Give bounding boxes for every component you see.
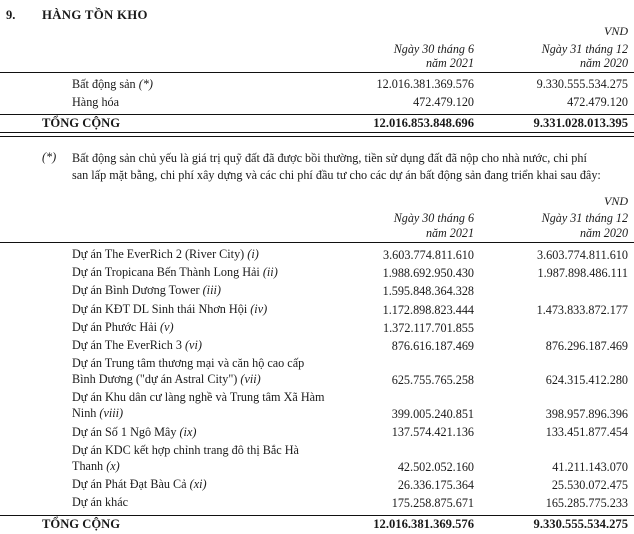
table2-header-row	[0, 210, 634, 242]
table2-row3-label	[0, 300, 326, 318]
table1-header-row	[0, 40, 634, 72]
table1-header-col2	[480, 40, 634, 72]
table2-row9-v1: 42.502.052.160	[397, 459, 474, 474]
table2-row5-label-note: (vi)	[185, 338, 202, 353]
table-row	[0, 282, 634, 300]
table2-row11-label-text: Dự án khác	[72, 495, 129, 510]
table2-row5-label	[0, 337, 326, 355]
table2-header-col2	[480, 210, 634, 242]
footnote-mark: (*)	[42, 149, 57, 164]
table2-row8-v1: 137.574.421.136	[391, 425, 474, 440]
table1-total-label: TỔNG CỘNG	[42, 116, 121, 131]
table2-unit-row	[0, 193, 634, 210]
table1-total-v2: 9.331.028.013.395	[533, 116, 628, 131]
table2-row7-label-text: Dự án Khu dân cư làng nghề và Trung tâm Xã Hàm Ninh	[72, 390, 325, 421]
unit-label: VND	[604, 24, 628, 39]
table2-row3-label-note: (iv)	[250, 301, 268, 316]
table1-header-col1-line2: năm 2021	[425, 56, 474, 71]
table2-row1-label	[0, 264, 326, 282]
table2-row5-v2: 876.296.187.469	[545, 339, 628, 353]
table2-row4-label-text: Dự án Phước Hải	[72, 319, 161, 334]
table2-row10-label-text: Dự án Phát Đạt Bàu Cả	[72, 476, 190, 491]
section-heading	[0, 0, 634, 23]
table1-header-col2-line1: Ngày 31 tháng 12	[541, 41, 628, 56]
table-row	[0, 300, 634, 318]
table2-row7-label-note: (viii)	[99, 406, 124, 421]
table1-row1-v1: 472.479.120	[413, 94, 474, 109]
table2-header-col1-line1: Ngày 30 tháng 6	[393, 211, 474, 226]
table2-row8-v2: 133.451.877.454	[545, 425, 628, 440]
table2-row1-v2: 1.987.898.486.111	[537, 266, 628, 281]
table-row	[0, 246, 634, 264]
table1-row1-v2: 472.479.120	[567, 94, 628, 109]
table1-row0-label-text: Bất động sản	[72, 77, 139, 92]
table2-unit-label: VND	[604, 193, 628, 208]
unit-blank	[326, 23, 480, 40]
table2-row9-label	[0, 442, 326, 476]
table2-row0-label	[0, 246, 326, 264]
table2-header-col1	[326, 210, 480, 242]
table2-row9-v2: 41.211.143.070	[552, 459, 628, 474]
table-row	[0, 389, 634, 423]
table1-header-blank	[0, 40, 326, 72]
table2-row2-label	[0, 282, 326, 300]
table2-row2-label-note: (iii)	[202, 283, 221, 298]
table1-row1-label	[0, 94, 326, 111]
footnote-text: Bất động sản chủ yếu là giá trị quỹ đất đã được bồi thường, tiền sử dụng đất đã nộp cho nhà nước, chi phí san lấp mặt bằng, chi phí xây dựng và các chi phí đầu tư cho các dự án bất động sản đang triển khai sau đây:	[72, 150, 601, 183]
table-row	[0, 94, 634, 111]
table2-row6-label-note: (vii)	[240, 372, 261, 387]
table2-total-v2: 9.330.555.534.275	[533, 517, 628, 532]
table2-row4-v2	[480, 319, 634, 337]
table2-header-col2-line1: Ngày 31 tháng 12	[541, 211, 628, 226]
table2-row2-v1: 1.595.848.364.328	[382, 284, 474, 299]
table1-row1-label-text: Hàng hóa	[72, 94, 120, 109]
table2-row3-v1: 1.172.898.823.444	[382, 302, 474, 317]
table2-row8-label-text: Dự án Số 1 Ngô Mây	[72, 424, 180, 439]
table2-row10-label-note: (xi)	[189, 476, 207, 491]
table-row	[0, 494, 634, 512]
table1-header-col2-line2: năm 2020	[579, 56, 628, 71]
table1-header-col1	[326, 40, 480, 72]
project-detail-table	[0, 193, 634, 534]
table1-row0-label-note: (*)	[138, 77, 153, 92]
table1-row0-v1: 12.016.381.369.576	[376, 77, 474, 92]
table2-row3-v2: 1.473.833.872.177	[536, 302, 628, 317]
table-row	[0, 355, 634, 389]
table2-row5-label-text: Dự án The EverRich 3	[72, 338, 185, 353]
table2-row10-label	[0, 476, 326, 494]
table2-row7-v2: 398.957.896.396	[545, 407, 628, 422]
table2-row1-label-text: Dự án Tropicana Bến Thành Long Hải	[72, 265, 263, 280]
table2-unit-spacer	[0, 193, 326, 210]
table2-row3-label-text: Dự án KĐT DL Sinh thái Nhơn Hội	[72, 301, 251, 316]
table2-header-col1-line2: năm 2021	[425, 225, 474, 240]
table2-total-v1: 12.016.381.369.576	[373, 517, 474, 532]
table2-total-label: TỔNG CỘNG	[42, 517, 121, 532]
footnote-block	[0, 150, 634, 185]
table2-unit-blank	[326, 193, 480, 210]
table2-row10-v1: 26.336.175.364	[397, 477, 474, 492]
table2-total-row	[0, 516, 634, 534]
table2-row7-label	[0, 389, 326, 423]
table2-row7-v1: 399.005.240.851	[391, 407, 474, 422]
table2-row2-v2	[480, 282, 634, 300]
table-row	[0, 76, 634, 93]
table2-row11-v1: 175.258.875.671	[391, 495, 474, 510]
table2-row4-label	[0, 319, 326, 337]
table2-row6-label	[0, 355, 326, 389]
table2-row6-v2: 624.315.412.280	[545, 373, 628, 388]
table2-row9-label-text: Dự án KDC kết hợp chỉnh trang đô thị Bắc Hà Thanh	[72, 442, 299, 473]
table2-header-blank	[0, 210, 326, 242]
table1-bottom-rule	[0, 133, 634, 137]
table2-row8-label-note: (ix)	[179, 424, 197, 439]
table2-row6-v1: 625.755.765.258	[391, 373, 474, 388]
unit-spacer	[0, 23, 326, 40]
section-title: HÀNG TỒN KHO	[42, 8, 148, 22]
section-number: 9.	[6, 8, 16, 22]
table-row	[0, 319, 634, 337]
table2-row5-v1: 876.616.187.469	[391, 339, 474, 353]
table1-total-row	[0, 115, 634, 133]
table1-total-v1: 12.016.853.848.696	[373, 116, 474, 131]
table2-row1-v1: 1.988.692.950.430	[382, 266, 474, 281]
table2-row0-v1: 3.603.774.811.610	[383, 247, 474, 262]
table2-row0-label-text: Dự án The EverRich 2 (River City)	[72, 246, 248, 261]
table2-row11-label	[0, 494, 326, 512]
table-row	[0, 337, 634, 355]
table2-row11-v2: 165.285.775.233	[545, 495, 628, 510]
table-row	[0, 476, 634, 494]
table-row	[0, 423, 634, 441]
table-row	[0, 442, 634, 476]
table1-row0-label	[0, 76, 326, 93]
table2-row1-label-note: (ii)	[262, 265, 278, 280]
table2-row6-label-text: Dự án Trung tâm thương mại và căn hộ cao cấp Bình Dương ("dự án Astral City")	[72, 356, 305, 387]
table2-row0-v2: 3.603.774.811.610	[537, 247, 628, 262]
table2-row10-v2: 25.530.072.475	[551, 477, 628, 492]
table1-header-col1-line1: Ngày 30 tháng 6	[393, 41, 474, 56]
table2-row8-label	[0, 423, 326, 441]
table2-row2-label-text: Dự án Bình Dương Tower	[72, 283, 203, 298]
table2-header-col2-line2: năm 2020	[579, 225, 628, 240]
unit-row	[0, 23, 634, 40]
table2-row4-label-note: (v)	[160, 319, 174, 334]
table2-row4-v1: 1.372.117.701.855	[383, 320, 474, 335]
table-row	[0, 264, 634, 282]
table2-row0-label-note: (i)	[247, 246, 259, 261]
table2-row9-label-note: (x)	[106, 458, 120, 473]
table1-row0-v2: 9.330.555.534.275	[536, 77, 628, 92]
inventory-summary-table	[0, 23, 634, 137]
